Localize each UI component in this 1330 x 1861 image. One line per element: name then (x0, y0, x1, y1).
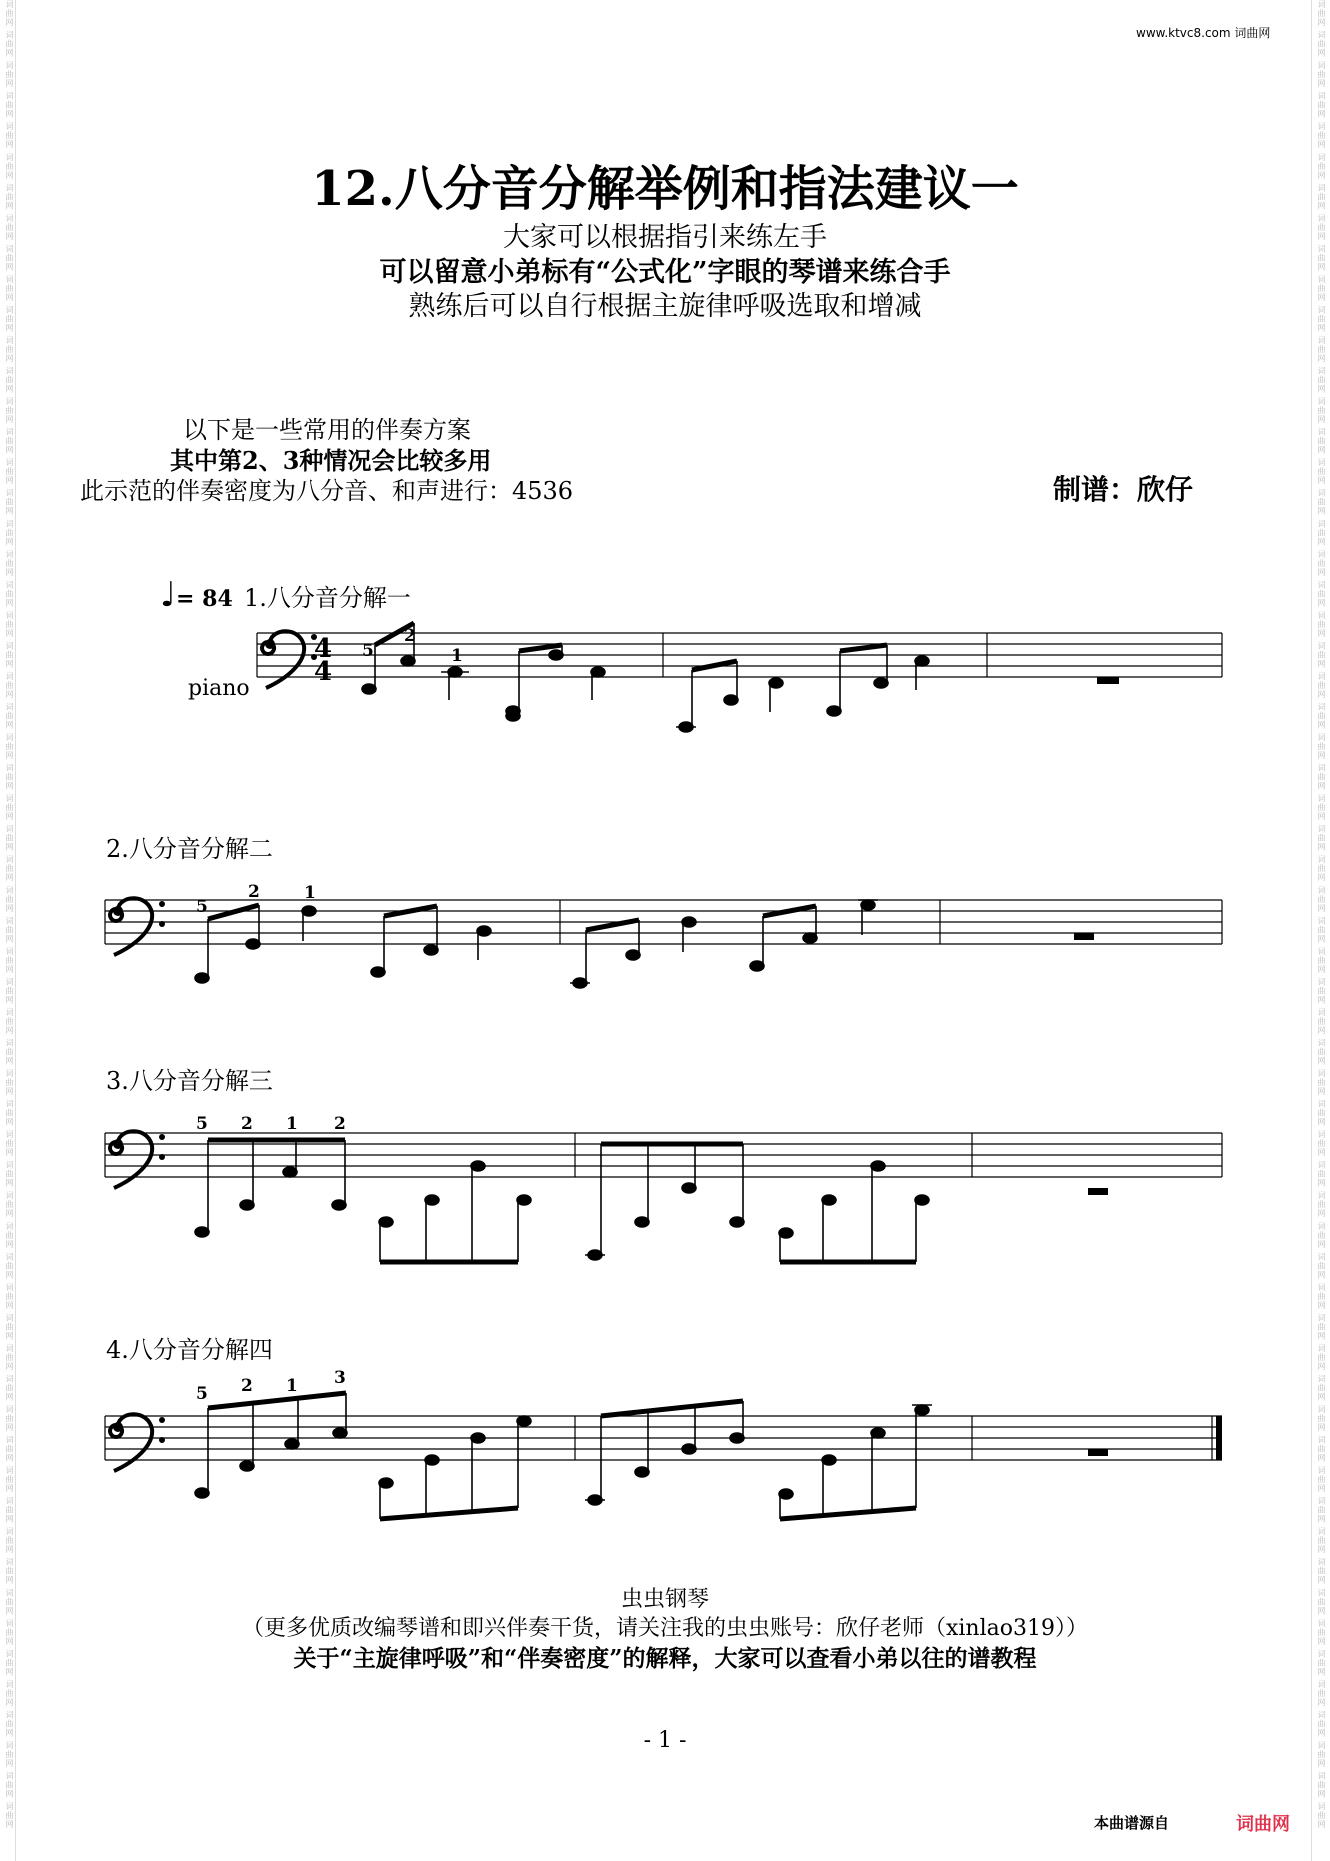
side-watermark-right: 词曲网 词曲网 词曲网 词曲网 词曲网 词曲网 词曲网 词曲网 词曲网 词曲网 词曲网 词曲网 词曲网 词曲网 词曲网 词曲网 词曲网 词曲网 词曲网 词曲网 词曲网 词曲网 词曲网 词曲网 词曲网 词曲网 词曲网 词曲网 词曲网 词曲网 词曲网 词曲网 词曲网 词曲网 词曲网 词曲网 词曲网 词曲网 词曲网 词曲网 词曲网 词曲网 词曲网 词曲网 词曲网 词曲网 词曲网 词曲网 词曲网 词曲网 词曲网 词曲网 词曲网 词曲网 词曲网 词曲网 词曲网 词曲网 词曲网 词曲网 (1317, 0, 1326, 1830)
staff-system-3 (105, 1114, 1222, 1262)
fingering-3-2: 2 (241, 1114, 253, 1134)
quarter-note-icon: ♩ (160, 575, 177, 615)
note-3: 此示范的伴奏密度为八分音、和声进行：4536 (80, 477, 574, 505)
time-signature-bottom: 4 (314, 657, 333, 687)
subtitle-3: 熟练后可以自行根据主旋律呼吸选取和增减 (408, 291, 922, 322)
note-2: 其中第2、3种情况会比较多用 (170, 446, 492, 475)
section-label-4: 4.八分音分解四 (106, 1336, 273, 1364)
footer-line-3: 关于“主旋律呼吸”和“伴奏密度”的解释，大家可以查看小弟以往的谱教程 (293, 1645, 1037, 1672)
section-label-2: 2.八分音分解二 (106, 835, 273, 863)
fingering-1-3: 1 (451, 646, 463, 666)
side-watermark-left: 词曲网 词曲网 词曲网 词曲网 词曲网 词曲网 词曲网 词曲网 词曲网 词曲网 词曲网 词曲网 词曲网 词曲网 词曲网 词曲网 词曲网 词曲网 词曲网 词曲网 词曲网 词曲网 词曲网 词曲网 词曲网 词曲网 词曲网 词曲网 词曲网 词曲网 词曲网 词曲网 词曲网 词曲网 词曲网 词曲网 词曲网 词曲网 词曲网 词曲网 词曲网 词曲网 词曲网 词曲网 词曲网 词曲网 词曲网 词曲网 词曲网 词曲网 词曲网 词曲网 词曲网 词曲网 词曲网 词曲网 词曲网 词曲网 词曲网 词曲网 (5, 0, 14, 1830)
bottom-brand-left: 本曲谱源自 (1094, 1814, 1170, 1832)
fingering-3-4: 2 (334, 1114, 346, 1134)
rest-icon (1088, 1188, 1108, 1195)
staff-system-2 (105, 882, 1222, 988)
note-1: 以下是一些常用的伴奏方案 (183, 416, 471, 444)
bass-clef-icon (110, 898, 165, 955)
fingering-3-1: 5 (196, 1114, 208, 1134)
page-number: - 1 - (643, 1728, 687, 1753)
fingering-2-1: 5 (196, 897, 208, 917)
bass-clef-icon (110, 1414, 165, 1471)
instrument-label: piano (188, 676, 250, 701)
final-barline (1216, 1416, 1222, 1460)
bass-clef-icon (262, 631, 317, 688)
subtitle-2: 可以留意小弟标有“公式化”字眼的琴谱来练合手 (379, 257, 951, 288)
subtitle-1: 大家可以根据指引来练左手 (503, 222, 827, 253)
section-label-3: 3.八分音分解三 (106, 1067, 273, 1095)
fingering-4-2: 2 (241, 1376, 253, 1396)
fingering-2-3: 1 (304, 883, 316, 903)
fingering-1-2: 2 (404, 626, 416, 646)
rest-icon (1074, 933, 1094, 940)
rest-icon (1097, 677, 1119, 684)
fingering-4-3: 1 (286, 1376, 298, 1396)
rest-icon (1088, 1449, 1108, 1456)
tempo-value: = 84 (176, 586, 233, 612)
staff-system-1 (257, 623, 1222, 732)
footer-line-1: 虫虫钢琴 (620, 1587, 709, 1612)
bass-clef-icon (110, 1131, 165, 1188)
page-title: 12.八分音分解举例和指法建议一 (311, 161, 1019, 217)
fingering-4-1: 5 (196, 1384, 208, 1404)
credit: 制谱：欣仔 (1053, 473, 1194, 506)
staff-system-4 (105, 1368, 1222, 1519)
fingering-3-3: 1 (286, 1114, 298, 1134)
fingering-1-1: 5 (362, 641, 374, 661)
source-header: www.ktvc8.com 词曲网 (1136, 26, 1271, 40)
section-label-1: 1.八分音分解一 (244, 584, 411, 612)
fingering-4-4: 3 (334, 1368, 346, 1388)
bottom-brand-right: 词曲网 (1236, 1814, 1290, 1835)
footer-line-2: （更多优质改编琴谱和即兴伴奏干货，请关注我的虫虫账号：欣仔老师（xinlao319）） (241, 1616, 1088, 1641)
time-signature-top: 4 (314, 634, 333, 664)
fingering-2-2: 2 (248, 882, 260, 902)
